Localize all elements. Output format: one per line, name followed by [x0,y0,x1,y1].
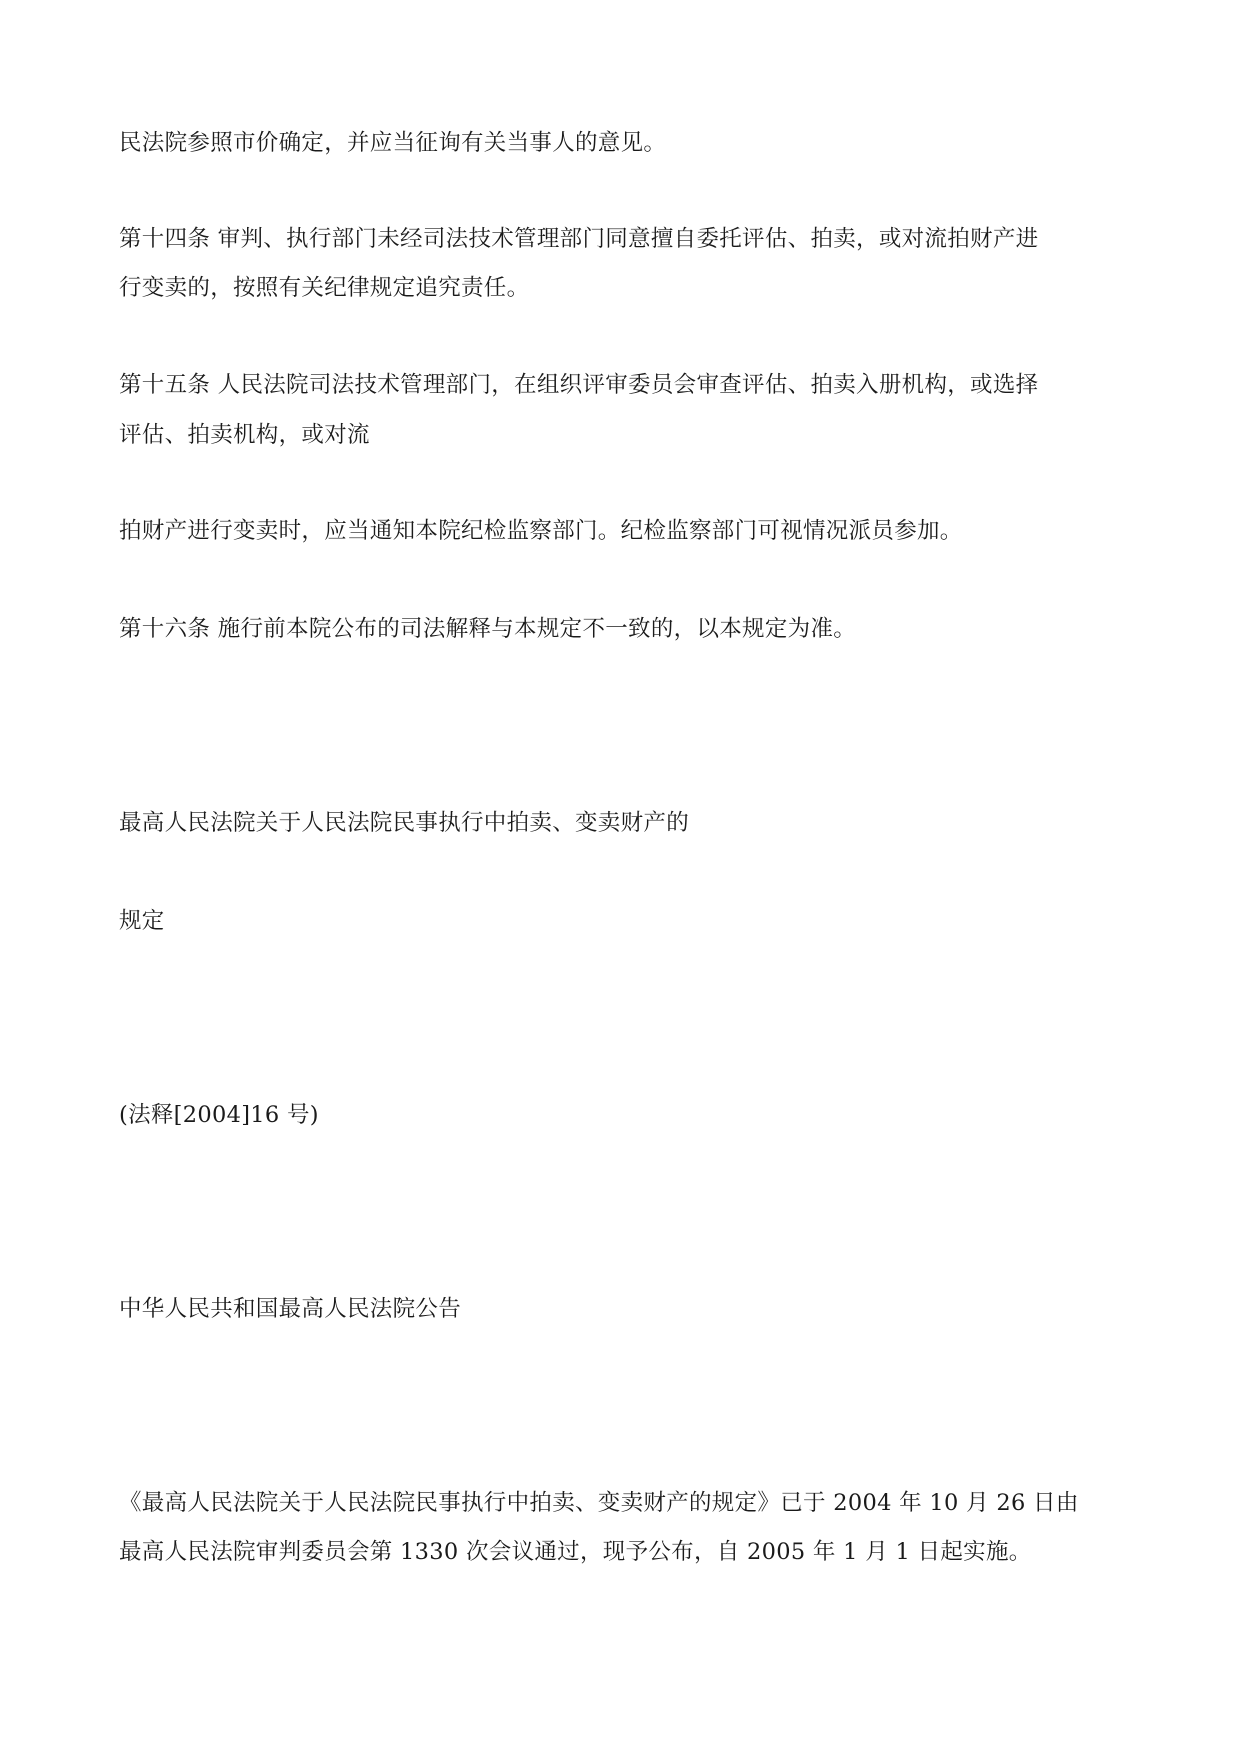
article-14-line-2: 行变卖的，按照有关纪律规定追究责任。 [119,275,530,301]
article-14-line-1: 第十四条 审判、执行部门未经司法技术管理部门同意擅自委托评估、拍卖，或对流拍财产进 [119,226,1039,252]
text-line-1: 民法院参照市价确定，并应当征询有关当事人的意见。 [119,130,667,156]
announcement-text-line-1: 《最高人民法院关于人民法院民事执行中拍卖、变卖财产的规定》已于 2004 年 10 月 26 日由 [119,1490,1079,1516]
article-15-line-2: 评估、拍卖机构，或对流 [119,422,370,448]
announcement-heading: 中华人民共和国最高人民法院公告 [119,1296,462,1322]
document-number: (法释[2004]16 号) [119,1102,319,1128]
article-15-line-1: 第十五条 人民法院司法技术管理部门，在组织评审委员会审查评估、拍卖入册机构，或选择 [119,372,1039,398]
regulation-title-line-2: 规定 [119,908,165,934]
announcement-text-line-2: 最高人民法院审判委员会第 1330 次会议通过，现予公布，自 2005 年 1 月 1 日起实施。 [119,1539,1032,1565]
article-15-line-3: 拍财产进行变卖时，应当通知本院纪检监察部门。纪检监察部门可视情况派员参加。 [119,518,963,544]
article-16-line: 第十六条 施行前本院公布的司法解释与本规定不一致的，以本规定为准。 [119,616,857,642]
regulation-title-line-1: 最高人民法院关于人民法院民事执行中拍卖、变卖财产的 [119,810,690,836]
